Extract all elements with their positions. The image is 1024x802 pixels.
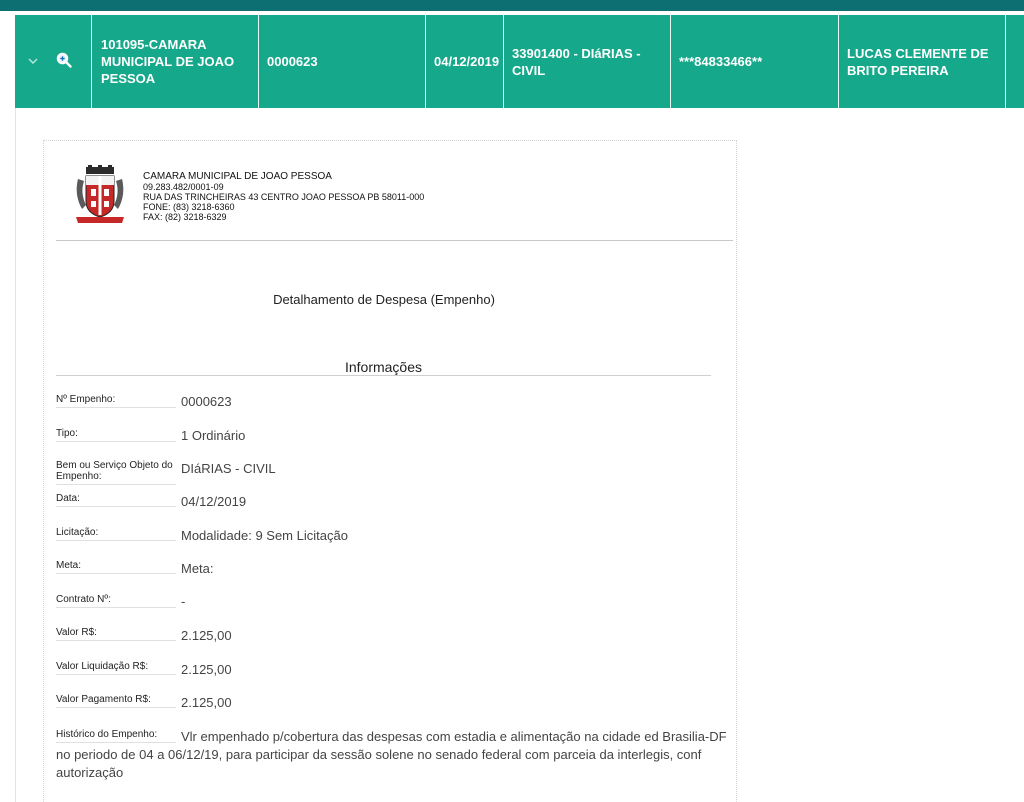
field-label-objeto: Bem ou Serviço Objeto do Empenho: — [56, 460, 173, 482]
org-name: CAMARA MUNICIPAL DE JOAO PESSOA — [143, 171, 332, 182]
field-value-objeto: DIáRIAS - CIVIL — [181, 461, 276, 476]
field-value-meta: Meta: — [181, 561, 214, 576]
field-label-tipo: Tipo: — [56, 428, 174, 439]
cell-date — [425, 15, 503, 108]
section-divider — [56, 375, 711, 376]
empenho-text: 0000623 — [267, 54, 318, 69]
field-value-valor: 2.125,00 — [181, 628, 232, 643]
header-divider — [56, 240, 733, 241]
field-label-data: Data: — [56, 493, 174, 504]
field-value-tipo: 1 Ordinário — [181, 428, 246, 443]
org-info — [143, 171, 424, 222]
field-value-pagamento: 2.125,00 — [181, 695, 232, 710]
org-address: RUA DAS TRINCHEIRAS 43 CENTRO JOAO PESSOA PB 58011-000 — [143, 192, 425, 202]
zoom-in-icon[interactable] — [55, 51, 73, 69]
field-value-liquidacao: 2.125,00 — [181, 662, 232, 677]
element-text: 33901400 - DIáRIAS - CIVIL — [512, 45, 641, 78]
cell-entity — [91, 15, 258, 108]
field-value-licitacao: Modalidade: 9 Sem Licitação — [181, 528, 348, 543]
field-label-liquidacao: Valor Liquidação R$: — [56, 661, 174, 672]
empenho-report — [43, 140, 737, 802]
document-text: ***84833466** — [679, 54, 763, 69]
date-text: 04/12/2019 — [434, 54, 500, 69]
section-title: Informações — [344, 359, 423, 375]
cell-empenho — [258, 15, 425, 108]
field-label-empenho: Nº Empenho: — [56, 394, 174, 405]
cell-creditor — [838, 15, 1005, 108]
cell-document — [670, 15, 838, 108]
table-row[interactable] — [15, 15, 1024, 108]
field-value-historico: Vlr empenhado p/cobertura das despesas com estadia e alimentação na cidade ed Brasilia-DF no periodo de 04 a 06/12/19, para participar da sessão solene no senado federal com parceia da interlegis, conf autorização — [56, 729, 727, 780]
creditor-text: LUCAS CLEMENTE DE BRITO PEREIRA — [847, 45, 989, 78]
coat-of-arms-logo — [72, 165, 128, 225]
field-label-contrato: Contrato Nº: — [56, 594, 174, 605]
field-value-data: 04/12/2019 — [181, 494, 247, 509]
field-label-meta: Meta: — [56, 560, 174, 571]
org-cnpj: 09.283.482/0001-09 — [143, 182, 224, 192]
entity-text: 101095-CAMARA MUNICIPAL DE JOAO PESSOA — [101, 37, 235, 86]
report-header — [72, 165, 712, 227]
field-label-valor: Valor R$: — [56, 627, 174, 638]
field-value-empenho: 0000623 — [181, 394, 232, 409]
report-title: Detalhamento de Despesa (Empenho) — [273, 292, 495, 307]
field-label-licitacao: Licitação: — [56, 527, 174, 538]
content-border — [15, 108, 16, 802]
org-phone: FONE: (83) 3218-6360 — [143, 202, 235, 212]
org-fax: FAX: (82) 3218-6329 — [143, 212, 227, 222]
top-strip — [0, 0, 1024, 11]
chevron-down-icon[interactable] — [25, 53, 41, 69]
cell-element — [503, 15, 670, 108]
field-value-contrato: - — [181, 594, 186, 609]
field-label-historico: Histórico do Empenho: — [56, 729, 174, 740]
field-label-pagamento: Valor Pagamento R$: — [56, 694, 174, 705]
cell-overflow — [1005, 15, 1024, 108]
